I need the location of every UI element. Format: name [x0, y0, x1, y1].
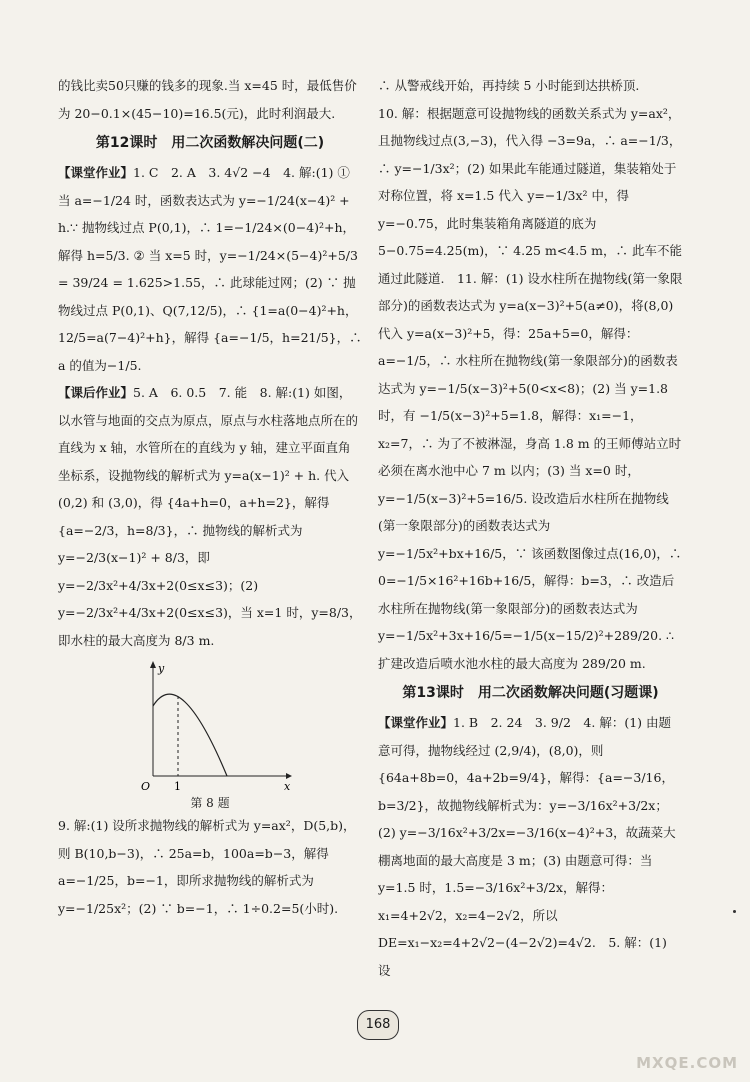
left-paragraph-1: 的钱比卖50只赚的钱多的现象.当 x=45 时，最低售价为 20−0.1×(45−10)=16.5(元)，此时利润最大. [58, 78, 357, 121]
left-paragraph-4: 9. 解:(1) 设所求抛物线的解析式为 y=ax²，D(5,b)，则 B(10,b−3)，∴ 25a=b，100a=b−3，解得 a=−1/25，b=−1，即所求抛物线的解析式为 y=−1/25x²；(2) ∵ b=−1，∴ 1÷0.2=5(小时). [58, 818, 356, 916]
parabola-graph [58, 658, 362, 798]
y-axis-label: y [158, 662, 165, 675]
figure-8 [58, 658, 362, 798]
classwork-answers-2: 1. B 2. 24 3. 9/2 4. 解：(1) 由题意可得，抛物线经过 (2,9/4)，(8,0)，则 {64a+8b=0，4a+2b=9/4}，解得：{a=−3/16，b=3/2}，故抛物线解析式为：y=−3/16x²+3/2x；(2) y=−3/16x²+3/2x=−3/16(x−4)²+3，故蔬菜大棚离地面的最大高度是 3 m；(3) 由题意可得：当 y=1.5 时，1.5=−3/16x²+3/2x，解得：x₁=4+2√2，x₂=4−2√2，所以 DE=x₁−x₂=4+2√2−(4−2√2)=4√2. 5. 解：(1) 设 [378, 715, 676, 978]
tag-homework: 【课后作业】 [58, 385, 134, 400]
left-paragraph-3 [58, 379, 362, 654]
parabola-curve [153, 694, 227, 776]
classwork-answers: 1. C 2. A 3. 4√2 −4 4. 解:(1) ① 当 a=−1/24 时，函数表达式为 y=−1/24(x−4)² + h.∵ 抛物线过点 P(0,1)，∴ 1=−1/24×(0−4)²+h，解得 h=5/3. ② 当 x=5 时，y=−1/24×(5−4)²+5/3 = 39/24 = 1.625>1.55，∴ 此球能过网；(2) ∵ 抛物线过点 P(0,1)、Q(7,12/5)，∴ {1=a(0−4)²+h，12/5=a(7−4)²+h}，解得 {a=−1/5，h=21/5}，∴ a 的值为−1/5. [58, 165, 362, 373]
homework-answers: 5. A 6. 0.5 7. 能 8. 解:(1) 如图，以水管与地面的交点为原点，原点与水柱落地点所在的直线为 x 轴，水管所在的直线为 y 轴，建立平面直角坐标系，设抛物线的解析式为 y=a(x−1)² + h. 代入 (0,2) 和 (3,0)，得 {4a+h=0，a+h=2}，解得 {a=−2/3，h=8/3}，∴ 抛物线的解析式为 y=−2/3(x−1)² + 8/3，即 y=−2/3x²+4/3x+2(0≤x≤3)；(2) y=−2/3x²+4/3x+2(0≤x≤3)，当 x=1 时，y=8/3，即水柱的最大高度为 8/3 m. [58, 385, 362, 648]
right-paragraph-3 [378, 709, 683, 984]
x-axis-label: x [284, 780, 291, 793]
watermark: MXQE.COM [636, 1054, 738, 1072]
tag-classwork-2: 【课堂作业】 [378, 715, 454, 730]
section-title-lesson-13: 第13课时 用二次函数解决问题(习题课) [402, 685, 659, 701]
left-column [58, 72, 362, 922]
right-paragraph-2: 10. 解：根据题意可设抛物线的函数关系式为 y=ax²，且抛物线过点(3,−3)，代入得 −3=9a，∴ a=−1/3，∴ y=−1/3x²；(2) 如果此车能通过隧道，集装箱处于对称位置，将 x=1.5 代入 y=−1/3x² 中，得 y=−0.75，此时集装箱角离隧道的底为 5−0.75=4.25(m)，∵ 4.25 m<4.5 m，∴ 此车不能通过此隧道. 11. 解：(1) 设水柱所在抛物线(第一象限部分)的函数表达式为 y=a(x−3)²+5(a≠0)，将(8,0)代入 y=a(x−3)²+5，得：25a+5=0，解得：a=−1/5，∴ 水柱所在抛物线(第一象限部分)的函数表达式为 y=−1/5(x−3)²+5(0<x<8)；(2) 当 y=1.8 时，有 −1/5(x−3)²+5=1.8，解得：x₁=−1，x₂=7，∴ 为了不被淋湿，身高 1.8 m 的王师傅站立时必须在离水池中心 7 m 以内；(3) 当 x=0 时，y=−1/5(x−3)²+5=16/5. 设改造后水柱所在抛物线(第一象限部分)的函数表达式为 y=−1/5x²+bx+16/5，∵ 该函数图像过点(16,0)，∴ 0=−1/5×16²+16b+16/5，解得：b=3，∴ 改造后水柱所在抛物线(第一象限部分)的函数表达式为 y=−1/5x²+3x+16/5=−1/5(x−15/2)²+289/20. ∴ 扩建改造后喷水池水柱的最大高度为 289/20 m. [378, 105, 683, 671]
tick-label-1: 1 [174, 780, 181, 793]
x-axis-arrow [286, 773, 292, 779]
right-paragraph-1: ∴ 从警戒线开始，再持续 5 小时能到达拱桥顶. [378, 78, 640, 93]
y-axis-arrow [150, 661, 156, 668]
left-paragraph-2 [58, 159, 362, 379]
figure-caption: 第 8 题 [190, 796, 230, 810]
right-column [378, 72, 683, 984]
tag-classwork: 【课堂作业】 [58, 165, 134, 180]
origin-label: O [141, 780, 151, 793]
stray-dot [733, 910, 736, 913]
page-number: 168 [357, 1010, 399, 1040]
section-title-lesson-12: 第12课时 用二次函数解决问题(二) [95, 135, 325, 151]
